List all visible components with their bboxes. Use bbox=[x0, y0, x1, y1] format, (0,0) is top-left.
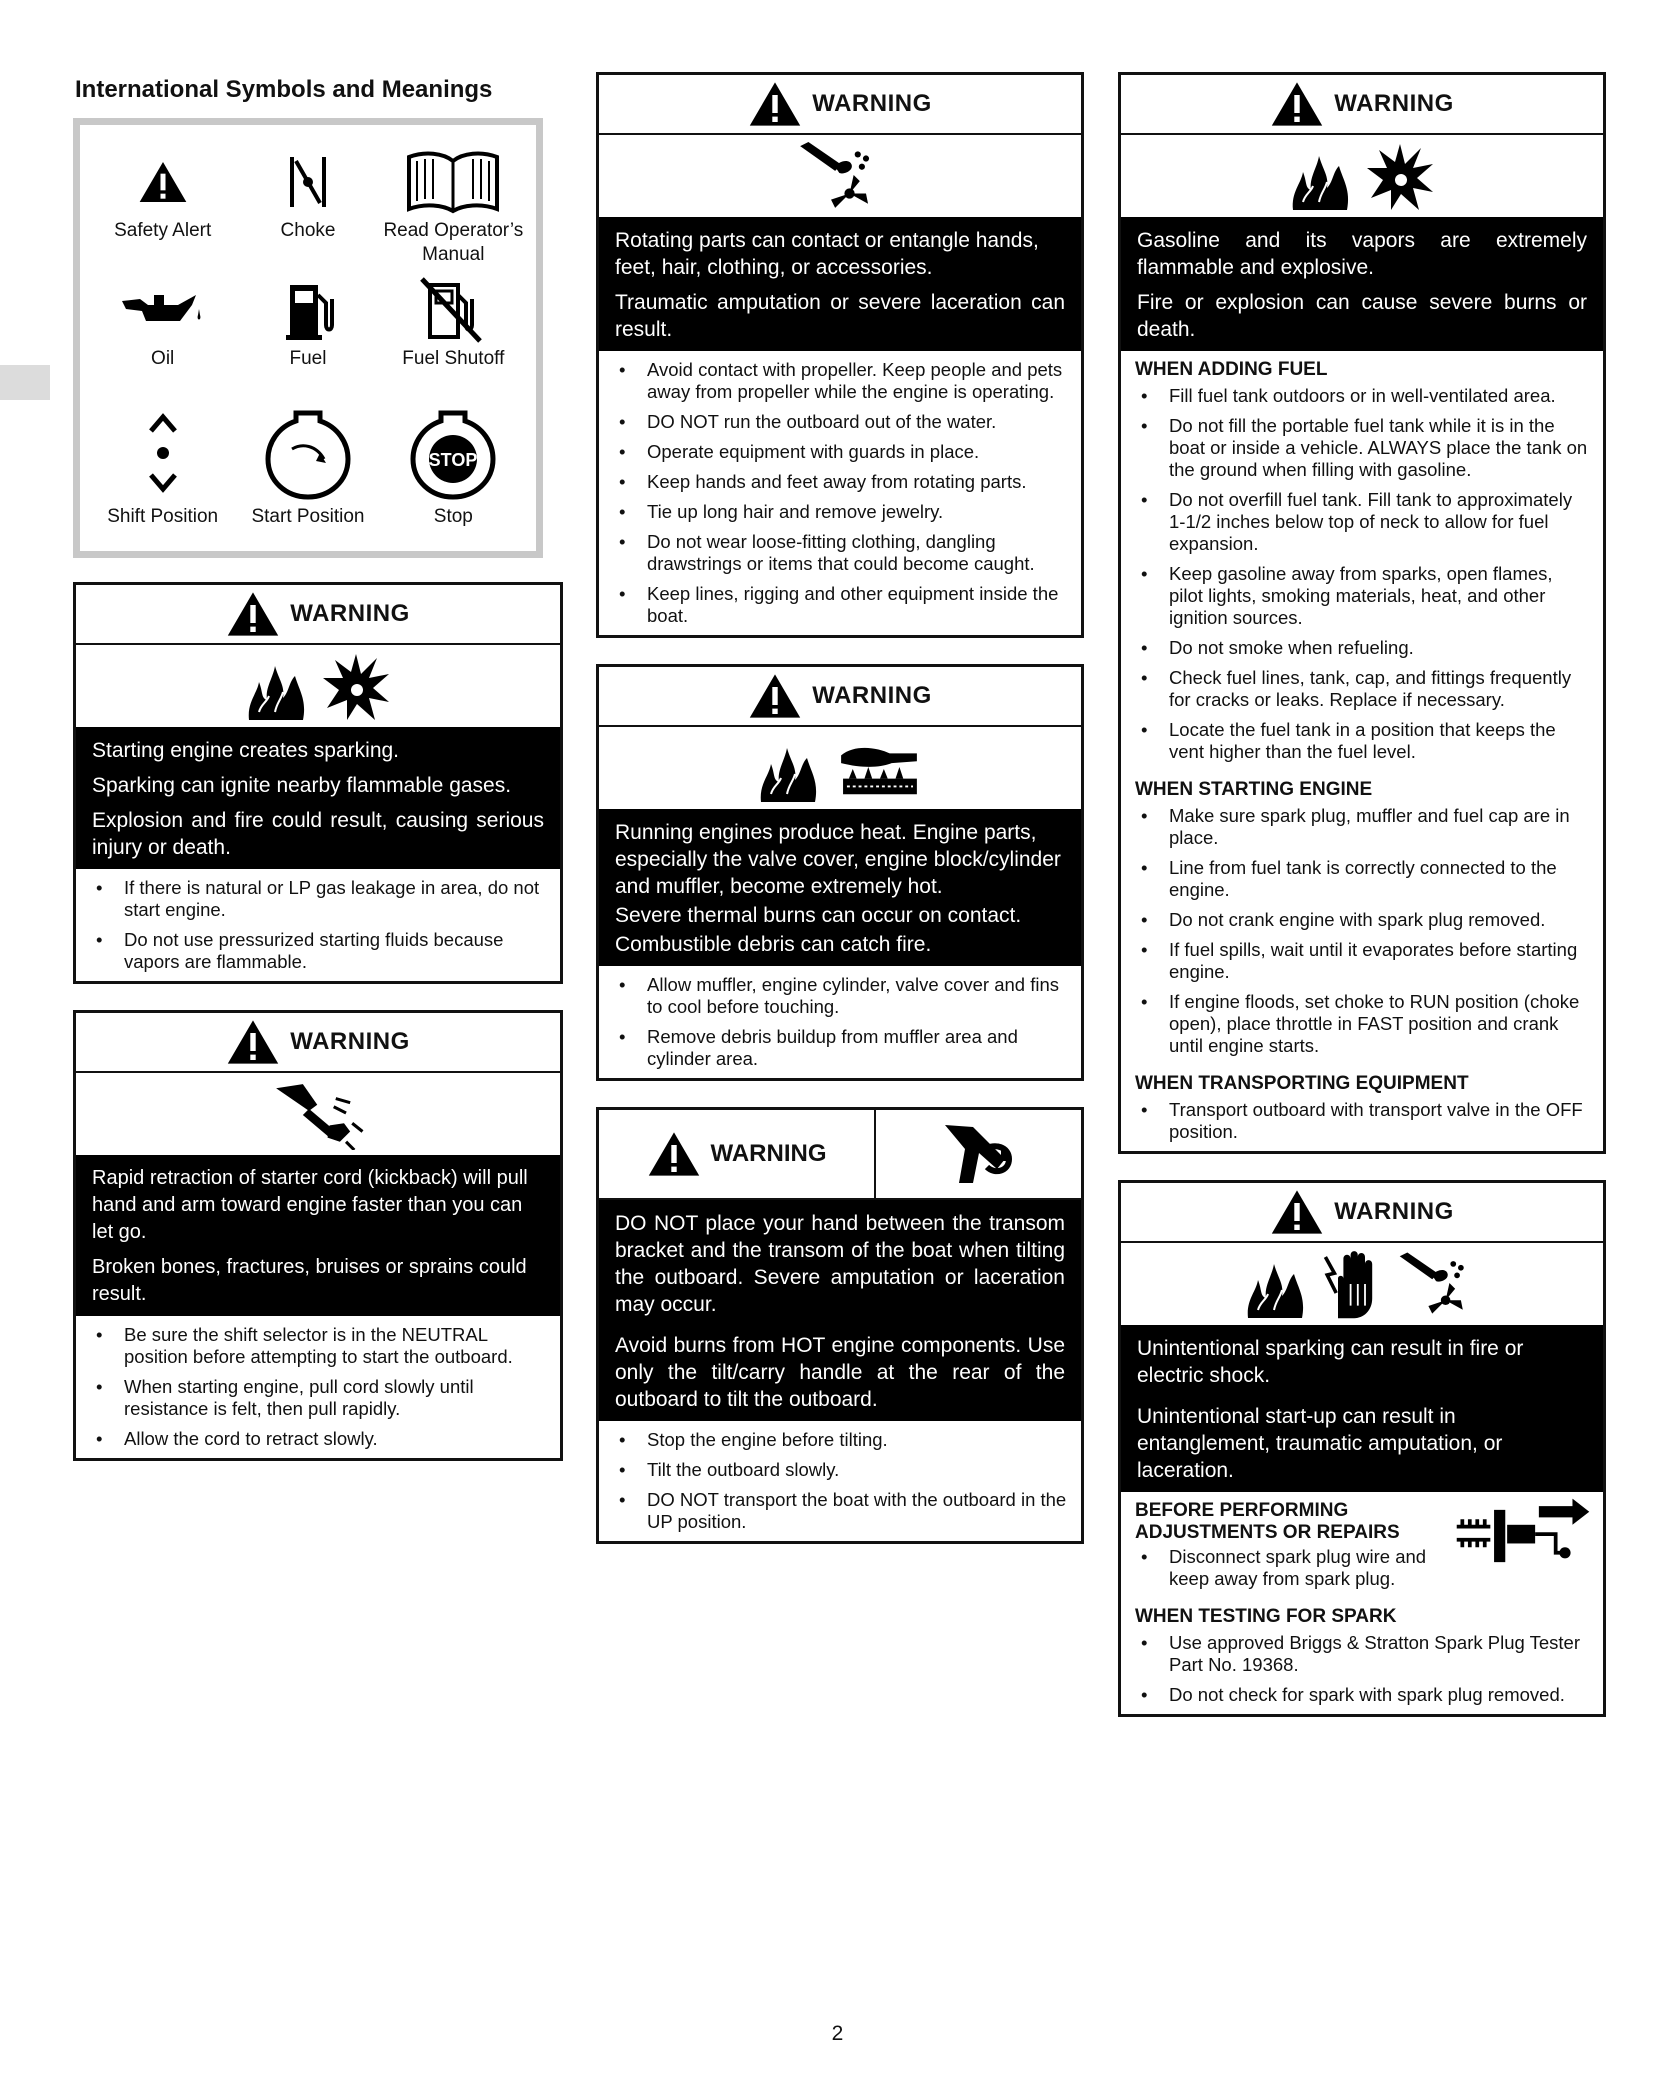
warning-header-label bbox=[599, 1110, 876, 1198]
symbol-label: Oil bbox=[151, 348, 175, 369]
list-item: • DO NOT run the outboard out of the water. bbox=[613, 411, 1067, 433]
list-item: • Keep lines, rigging and other equipment inside the boat. bbox=[613, 583, 1067, 627]
list-item: • Avoid contact with propeller. Keep people and pets away from propeller while the engine is operating. bbox=[613, 359, 1067, 403]
warning-rotating-parts bbox=[596, 72, 1084, 638]
warning-label: WARNING bbox=[710, 1140, 827, 1167]
spark-plug-pictogram bbox=[1453, 1492, 1603, 1579]
symbol-safety-alert bbox=[90, 147, 235, 275]
hazard-text: Unintentional start-up can result in entanglement, traumatic amputation, or laceration. bbox=[1137, 1405, 1503, 1482]
start-position-icon bbox=[258, 403, 358, 503]
list-item: • Do not crank engine with spark plug removed. bbox=[1135, 909, 1589, 931]
list-item: • Allow the cord to retract slowly. bbox=[90, 1428, 546, 1450]
adjustments-text bbox=[1121, 1492, 1453, 1598]
warning-pictogram bbox=[1121, 1243, 1603, 1325]
list-item: • Remove debris buildup from muffler area and cylinder area. bbox=[613, 1026, 1067, 1070]
symbol-label: Shift Position bbox=[107, 506, 219, 527]
warning-hot-surfaces bbox=[596, 664, 1084, 1081]
hazard-text: Running engines produce heat. Engine parts, especially the valve cover, engine block/cylinder and muffler, become extremely hot. bbox=[615, 821, 1061, 898]
list-item: • If fuel spills, wait until it evaporates before starting engine. bbox=[1135, 939, 1589, 983]
symbol-fuel bbox=[235, 275, 380, 403]
adjustments-section bbox=[1121, 1492, 1603, 1598]
warning-pictogram bbox=[1121, 135, 1603, 217]
safety-alert-icon bbox=[748, 672, 802, 720]
precaution-list bbox=[1121, 1546, 1453, 1598]
list-item: • Stop the engine before tilting. bbox=[613, 1429, 1067, 1451]
hazard-text: Sparking can ignite nearby flammable gases. bbox=[92, 774, 512, 797]
choke-icon bbox=[278, 147, 338, 217]
list-item: • Locate the fuel tank in a position that keeps the vent higher than the fuel level. bbox=[1135, 719, 1589, 763]
symbol-label: Stop bbox=[433, 506, 473, 527]
precaution-list bbox=[599, 966, 1081, 1078]
side-tab-marker bbox=[0, 365, 50, 400]
list-item: • Disconnect spark plug wire and keep away from spark plug. bbox=[1135, 1546, 1439, 1590]
hazard-text: Severe thermal burns can occur on contact. bbox=[615, 904, 1022, 927]
warning-label: WARNING bbox=[290, 1028, 410, 1055]
precaution-list bbox=[1121, 383, 1603, 771]
warning-header bbox=[599, 75, 1081, 135]
symbol-oil bbox=[90, 275, 235, 403]
hand-pinch-icon bbox=[939, 1119, 1019, 1189]
hazard-text: Rapid retraction of starter cord (kickback) will pull hand and arm toward engine faster than you can let go. bbox=[92, 1167, 528, 1243]
hazard-description bbox=[599, 217, 1081, 351]
symbol-label: Read Operator’s Manual bbox=[383, 220, 524, 265]
symbols-box bbox=[73, 118, 543, 558]
stop-icon-text: STOP bbox=[428, 450, 478, 470]
symbols-heading: International Symbols and Meanings bbox=[75, 76, 493, 103]
warning-label: WARNING bbox=[812, 682, 932, 709]
hazard-text: Gasoline and its vapors are extremely flammable and explosive. bbox=[1137, 229, 1587, 279]
warning-header bbox=[76, 585, 560, 645]
fire-explosion-icon bbox=[1287, 140, 1437, 212]
list-item: • Do not fill the portable fuel tank while it is in the boat or inside a vehicle. ALWAYS place the tank on the ground when filling with gasoline. bbox=[1135, 415, 1589, 481]
list-item: • Fill fuel tank outdoors or in well-ventilated area. bbox=[1135, 385, 1589, 407]
warning-header bbox=[599, 667, 1081, 727]
warning-pictogram bbox=[599, 135, 1081, 217]
warning-header bbox=[599, 1110, 1081, 1200]
symbol-label: Start Position bbox=[251, 506, 365, 527]
symbol-label: Fuel Shutoff bbox=[402, 348, 505, 369]
warning-unintentional-sparking bbox=[1118, 1180, 1606, 1717]
warning-starting-sparking bbox=[73, 582, 563, 984]
list-item: • Line from fuel tank is correctly connected to the engine. bbox=[1135, 857, 1589, 901]
list-item: • Operate equipment with guards in place. bbox=[613, 441, 1067, 463]
symbol-choke bbox=[235, 147, 380, 275]
section-title: WHEN STARTING ENGINE bbox=[1135, 779, 1373, 800]
hazard-text: Combustible debris can catch fire. bbox=[615, 933, 932, 956]
safety-alert-icon bbox=[1270, 1188, 1324, 1236]
section-title: BEFORE PERFORMING ADJUSTMENTS OR REPAIRS bbox=[1135, 1500, 1400, 1543]
hazard-text: Avoid burns from HOT engine components. Use only the tilt/carry handle at the rear of the outboard to tilt the outboard. bbox=[615, 1334, 1065, 1411]
warning-header-pictogram bbox=[876, 1110, 1081, 1198]
precaution-list bbox=[76, 1316, 560, 1458]
safety-alert-icon bbox=[226, 590, 280, 638]
list-item: • DO NOT transport the boat with the outboard in the UP position. bbox=[613, 1489, 1067, 1533]
symbol-label: Choke bbox=[280, 220, 336, 241]
warning-header bbox=[76, 1013, 560, 1073]
symbol-label: Safety Alert bbox=[114, 220, 212, 241]
warning-pictogram bbox=[76, 1073, 560, 1155]
column-left bbox=[73, 72, 563, 1487]
hazard-text: Unintentional sparking can result in fire or electric shock. bbox=[1137, 1337, 1524, 1387]
section-title: WHEN ADDING FUEL bbox=[1135, 359, 1328, 380]
list-item: • Tilt the outboard slowly. bbox=[613, 1459, 1067, 1481]
list-item: • Check fuel lines, tank, cap, and fittings frequently for cracks or leaks. Replace if necessary. bbox=[1135, 667, 1589, 711]
warning-header bbox=[1121, 1183, 1603, 1243]
list-item: • Allow muffler, engine cylinder, valve cover and fins to cool before touching. bbox=[613, 974, 1067, 1018]
list-item: • If there is natural or LP gas leakage in area, do not start engine. bbox=[90, 877, 546, 921]
warning-label: WARNING bbox=[812, 90, 932, 117]
hazard-description bbox=[1121, 1325, 1603, 1492]
stop-icon bbox=[403, 403, 503, 503]
hazard-description bbox=[76, 1155, 560, 1316]
shift-position-icon bbox=[133, 403, 193, 503]
list-item: • Do not overfill fuel tank. Fill tank to approximately 1-1/2 inches below top of neck to allow for fuel expansion. bbox=[1135, 489, 1589, 555]
hazard-text: Explosion and fire could result, causing serious injury or death. bbox=[92, 809, 544, 859]
symbol-start-position bbox=[235, 403, 380, 553]
symbol-stop bbox=[381, 403, 526, 553]
safety-alert-icon bbox=[647, 1130, 701, 1178]
symbol-fuel-shutoff bbox=[381, 275, 526, 403]
symbol-read-manual bbox=[381, 147, 526, 275]
warning-label: WARNING bbox=[290, 600, 410, 627]
precaution-list bbox=[76, 869, 560, 981]
list-item: • Keep gasoline away from sparks, open flames, pilot lights, smoking materials, heat, and other ignition sources. bbox=[1135, 563, 1589, 629]
section-title: WHEN TRANSPORTING EQUIPMENT bbox=[1135, 1073, 1469, 1094]
fuel-pump-icon bbox=[278, 275, 338, 345]
hazard-text: Rotating parts can contact or entangle hands, feet, hair, clothing, or accessories. bbox=[615, 229, 1039, 279]
warning-kickback bbox=[73, 1010, 563, 1461]
oil-can-icon bbox=[118, 275, 208, 345]
list-item: • Use approved Briggs & Stratton Spark Plug Tester Part No. 19368. bbox=[1135, 1632, 1589, 1676]
fuel-shutoff-icon bbox=[418, 275, 488, 345]
list-item: • Do not use pressurized starting fluids because vapors are flammable. bbox=[90, 929, 546, 973]
propeller-hazard-icon bbox=[794, 140, 887, 212]
list-item: • Keep hands and feet away from rotating parts. bbox=[613, 471, 1067, 493]
section-title: WHEN TESTING FOR SPARK bbox=[1135, 1606, 1397, 1627]
list-item: • Tie up long hair and remove jewelry. bbox=[613, 501, 1067, 523]
list-item: • Do not check for spark with spark plug removed. bbox=[1135, 1684, 1589, 1706]
list-item: • When starting engine, pull cord slowly until resistance is felt, then pull rapidly. bbox=[90, 1376, 546, 1420]
fire-hot-surface-icon bbox=[755, 732, 925, 804]
precaution-list bbox=[1121, 803, 1603, 1065]
safety-alert-icon bbox=[226, 1018, 280, 1066]
hazard-text: Starting engine creates sparking. bbox=[92, 739, 400, 762]
warning-pictogram bbox=[76, 645, 560, 727]
page-number: 2 bbox=[831, 2022, 844, 2045]
hazard-text: DO NOT place your hand between the transom bracket and the transom of the boat when tilting the outboard. Severe amputation or laceration may occur. bbox=[615, 1212, 1065, 1316]
list-item: • Do not smoke when refueling. bbox=[1135, 637, 1589, 659]
list-item: • If engine floods, set choke to RUN position (choke open), place throttle in FAST position and crank until engine starts. bbox=[1135, 991, 1589, 1057]
precaution-list bbox=[1121, 1097, 1603, 1151]
kickback-icon bbox=[272, 1078, 365, 1150]
hazard-text: Broken bones, fractures, bruises or sprains could result. bbox=[92, 1256, 527, 1305]
hazard-text: Traumatic amputation or severe laceration can result. bbox=[615, 291, 1065, 341]
list-item: • Be sure the shift selector is in the NEUTRAL position before attempting to start the outboard. bbox=[90, 1324, 546, 1368]
spark-plug-disconnect-icon bbox=[1453, 1498, 1593, 1574]
warning-gasoline bbox=[1118, 72, 1606, 1154]
hazard-description bbox=[599, 809, 1081, 966]
warning-header bbox=[1121, 75, 1603, 135]
warning-label: WARNING bbox=[1334, 90, 1454, 117]
warning-pictogram bbox=[599, 727, 1081, 809]
hazard-description bbox=[1121, 217, 1603, 351]
list-item: • Do not wear loose-fitting clothing, dangling drawstrings or items that could become caught. bbox=[613, 531, 1067, 575]
hazard-text: Fire or explosion can cause severe burns or death. bbox=[1137, 291, 1587, 341]
safety-alert-icon bbox=[748, 80, 802, 128]
warning-transom-pinch bbox=[596, 1107, 1084, 1544]
safety-alert-icon bbox=[133, 147, 193, 217]
column-middle bbox=[596, 72, 1084, 1570]
warning-label: WARNING bbox=[1334, 1198, 1454, 1225]
symbol-shift-position bbox=[90, 403, 235, 553]
hazard-description bbox=[76, 727, 560, 869]
book-icon bbox=[403, 147, 503, 217]
fire-shock-entanglement-icon bbox=[1242, 1248, 1482, 1320]
fire-explosion-icon bbox=[243, 650, 393, 722]
hazard-description bbox=[599, 1200, 1081, 1421]
symbol-label: Fuel bbox=[289, 348, 327, 369]
precaution-list bbox=[599, 351, 1081, 635]
precaution-list bbox=[599, 1421, 1081, 1541]
list-item: • Make sure spark plug, muffler and fuel cap are in place. bbox=[1135, 805, 1589, 849]
list-item: • Transport outboard with transport valve in the OFF position. bbox=[1135, 1099, 1589, 1143]
safety-alert-icon bbox=[1270, 80, 1324, 128]
precaution-list bbox=[1121, 1630, 1603, 1714]
column-right bbox=[1118, 72, 1606, 1743]
